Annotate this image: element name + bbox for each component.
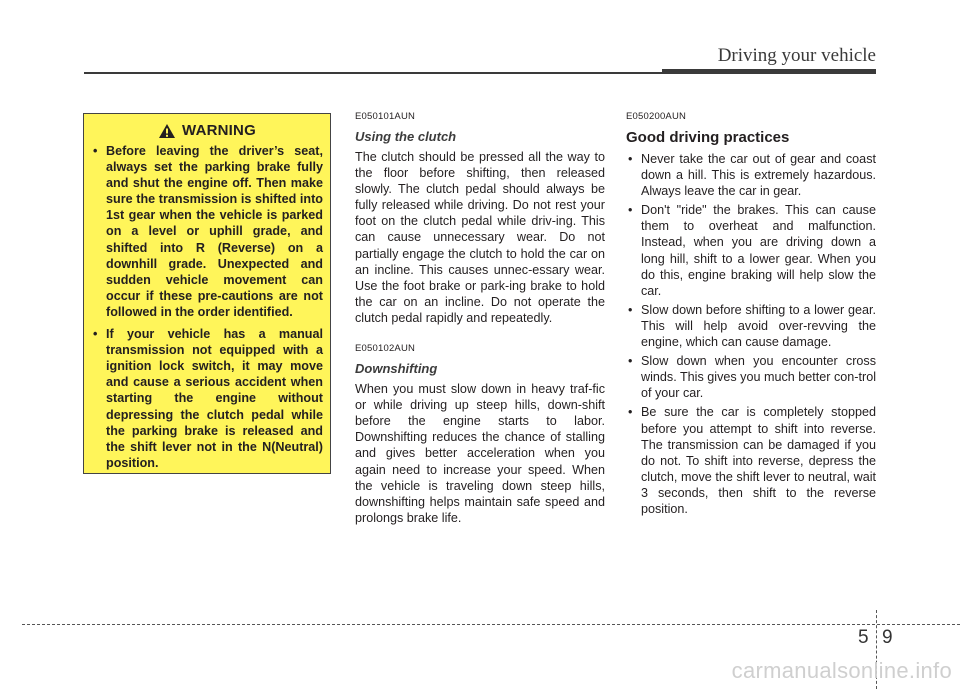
list-item: • Be sure the car is completely stopped before you attempt to shift into reverse. The transmission can be damaged if you do not. To shift into reverse, depress the clutch, move the shift lever to neutral, wait 3 seconds, then shift to the reverse position.	[626, 404, 876, 517]
warning-box	[83, 113, 331, 474]
section-number: 5	[858, 627, 869, 648]
warning-list	[91, 143, 323, 471]
warning-triangle-icon	[158, 123, 176, 139]
page-number: 9	[882, 627, 893, 648]
section-code: E050200AUN	[626, 111, 687, 122]
warning-item: • Before leaving the driver’s seat, always set the parking brake fully and shut the engine off. Then make sure the transmission is shifted into 1st gear when the vehicle is parked on a level or uphill grade, and shifted into R (Reverse) on a downhill grade. Unexpected and sudden vehicle movement can occur if these pre-cautions are not followed in the order identified.	[91, 143, 323, 320]
list-item: • Slow down when you encounter cross winds. This gives you much better con-trol of your car.	[626, 353, 876, 401]
footer-rule	[22, 624, 960, 625]
list-item: • Slow down before shifting to a lower gear. This will help avoid over-revving the engine, which can cause damage.	[626, 302, 876, 350]
warning-title: WARNING	[182, 122, 256, 139]
header-rule-accent	[662, 69, 876, 74]
watermark: carmanualsonline.info	[731, 658, 952, 683]
warning-item: • If your vehicle has a manual transmission not equipped with a ignition lock switch, it may move and cause a serious accident when starting the engine without depressing the clutch pedal while the parking brake is released and the shift lever not in the N(Neutral) position.	[91, 326, 323, 471]
right-column	[626, 111, 876, 520]
clutch-text: The clutch should be pressed all the way to the floor before shifting, then released slowly. The clutch pedal should always be fully released while driving. Do not rest your foot on the clutch pedal while driv-ing. This can cause unnecessary wear. Do not partially engage the clutch to hold the car on an incline. This causes unnec-essary wear. Use the foot brake or park-ing brake to hold the car on an incline. Do not operate the clutch pedal rapidly and repeatedly.	[355, 150, 605, 325]
section-header-title: Driving your vehicle	[717, 45, 876, 66]
clutch-heading: Using the clutch	[355, 129, 457, 144]
good-practices-heading: Good driving practices	[626, 129, 790, 146]
good-practices-list	[626, 151, 876, 517]
middle-column	[355, 111, 605, 526]
list-item: • Never take the car out of gear and coast down a hill. This is extremely hazardous. Always leave the car in gear.	[626, 151, 876, 199]
section-code: E050101AUN	[355, 111, 416, 122]
section-code: E050102AUN	[355, 343, 416, 355]
downshifting-text: When you must slow down in heavy traf-fic or while driving up steep hills, down-shift before the engine starts to labor. Downshifting reduces the chance of stalling and gives better acceleration when you again need to increase your speed. When the vehicle is traveling down steep hills, downshifting helps maintain safe speed and prolongs brake life.	[355, 382, 605, 525]
list-item: • Don't "ride" the brakes. This can cause them to overheat and malfunction. Instead, when you are driving down a long hill, shift to a lower gear. When you do this, engine braking will help slow the car.	[626, 202, 876, 299]
warning-heading	[91, 122, 323, 139]
downshifting-heading: Downshifting	[355, 361, 438, 377]
